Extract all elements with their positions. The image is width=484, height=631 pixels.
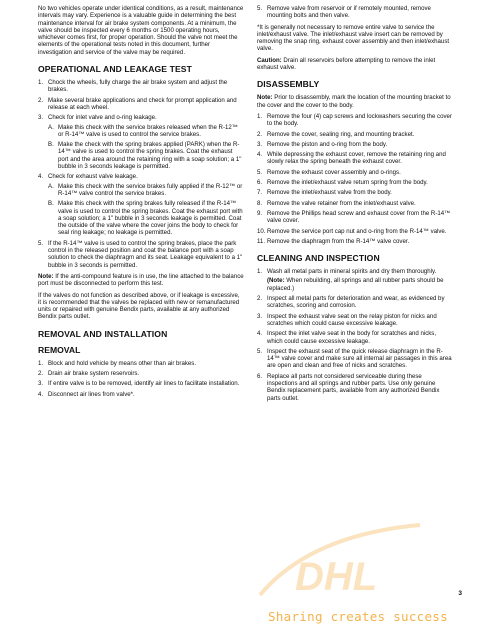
list-item: 3. Remove the piston and o-ring from the body.	[257, 140, 388, 148]
list-item: 5. Remove the exhaust cover assembly and o-rings.	[257, 168, 401, 176]
list-item: 8. Remove the valve retainer from the inlet/exhaust valve.	[257, 199, 416, 207]
list-item: 5. Remove valve from reservoir or if remotely mounted, remove mounting bolts and then valve.	[257, 5, 431, 20]
list-item: 4. Check for exhaust valve leakage. A. Make this check with the service brakes fully applied if the R-12™ or R-14™ valve control the service brakes. B. Make this check with the spring brakes fully released if the R-14™ valve is used to control the spring brakes. Coat the exhaust port with a soap solution; a 1" bubble in 3 seconds leakage is permitted. Coat the outside of the valve where the cover joins the body to check for seal ring leakage; no leakage is permitted.	[38, 173, 243, 237]
disassembly-heading: DISASSEMBLY	[257, 79, 320, 90]
list-item: 3. If entire valve is to be removed, identify air lines to facilitate installation.	[38, 380, 240, 388]
list-item: 1. Block and hold vehicle by means other than air brakes.	[38, 359, 197, 367]
list-item: 2. Inspect all metal parts for deterioration and wear, as evidenced by scratches, scoring and corrosion.	[257, 295, 445, 310]
watermark-logo-icon	[240, 515, 440, 605]
list-item: 1. Wash all metal parts in mineral spirits and dry them thoroughly. (Note: When rebuilding, all springs and all rubber parts should be replaced.)	[257, 268, 453, 292]
list-item: 4. Inspect the inlet valve seat in the body for scratches and nicks, which could cause excessive leakage.	[257, 330, 437, 345]
removal-list	[38, 360, 244, 398]
list-item: 5. If the R-14™ valve is used to control the spring brakes, place the park control in the released position and coat the balance port with a soap solution to check the diaphragm and its seat. Leakage equivalent to a 1" bubble in 3 seconds is permitted.	[38, 239, 243, 269]
note-paragraph: Note: If the anti-compound feature is in use, the line attached to the balance port must be disconnected to perform this test.	[38, 272, 244, 288]
cleaning-note: (Note: When rebuilding, all springs and all rubber parts should be replaced.)	[267, 277, 444, 292]
footnote-paragraph: *It is generally not necessary to remove entire valve to service the inlet/exhaust valve. The inlet/exhaust valve insert can be removed by removing the snap ring, exhaust cover assembly and then inlet/exhaust valve.	[257, 23, 450, 53]
cleaning-inspection-heading: CLEANING AND INSPECTION	[257, 253, 380, 264]
list-item: 6. Remove the inlet/exhaust valve return spring from the body.	[257, 179, 428, 187]
sub-list-item: B. Make this check with the spring brakes fully released if the R-14™ valve is used to control the spring brakes. Coat the exhaust port with a soap solution; a 1" bubble in 3 seconds leakage is permitted. Coat the outside of the valve where the cover joins the body to check for seal ring leakage; no leakage is permitted.	[48, 200, 243, 237]
operational-test-list	[38, 79, 244, 269]
cleaning-list	[257, 268, 453, 402]
list-item: 3. Check for inlet valve and o-ring leakage. A. Make this check with the service brakes released when the R-12™ or R-14™ valve is used to control the service brakes. B. Make the check with the spring brakes applied (PARK) when the R-14™ valve is used to control the spring brakes. Coat the exhaust port and the area around the retaining ring with a soap solution; a 1" bubble in 3 seconds leakage is permitted.	[38, 114, 244, 170]
list-item: 2. Make several brake applications and check for prompt application and release at each wheel.	[38, 96, 237, 111]
removal-heading: REMOVAL	[38, 344, 81, 355]
list-item: 1. Chock the wheels, fully charge the air brake system and adjust the brakes.	[38, 79, 228, 94]
operational-test-heading: OPERATIONAL AND LEAKAGE TEST	[38, 64, 192, 75]
page-number: 3	[458, 590, 462, 597]
list-item: 10. Remove the service port cap nut and o-ring from the R-14™ valve.	[257, 227, 447, 235]
sub-list-item: A. Make this check with the service brakes released when the R-12™ or R-14™ valve is used to control the service brakes.	[48, 123, 238, 138]
list-item: 11. Remove the diaphragm from the R-14™ valve cover.	[257, 237, 410, 245]
sub-list-item: B. Make the check with the spring brakes applied (PARK) when the R-14™ valve is used to control the spring brakes. Coat the exhaust port and the area around the retaining ring with a soap solution; a 1" bubble in 3 seconds leakage is permitted.	[48, 141, 242, 171]
replacement-paragraph: If the valves do not function as described above, or if leakage is excessive, it is recommended that the valves be replaced with new or remanufactured units or repaired with genuine Bendix parts, available at any authorized Bendix parts outlet.	[38, 291, 240, 321]
caution-paragraph: Caution: Drain all reservoirs before attempting to remove the inlet exhaust valve.	[257, 56, 436, 72]
svg-text:DHL: DHL	[295, 555, 378, 599]
list-item: 4. While depressing the exhaust cover, remove the retaining ring and slowly relax the spring beneath the exhaust cover.	[257, 151, 446, 166]
disassembly-note: Note: Prior to disassembly, mark the location of the mounting bracket to the cover and the cover to the body.	[257, 94, 451, 109]
list-item: 4. Disconnect air lines from valve*.	[38, 390, 135, 398]
left-column	[38, 5, 244, 402]
watermark-tagline: Sharing creates success	[268, 609, 448, 624]
sub-list	[48, 183, 244, 237]
list-item: 6. Replace all parts not considered serviceable during these inspections and all springs and rubber parts. Use only genuine Bendix replacement parts, available from any authorized Bendix parts outlet.	[257, 372, 440, 402]
list-item: 7. Remove the inlet/exhaust valve from the body.	[257, 189, 392, 197]
sub-list	[48, 124, 244, 171]
sub-list-item: A. Make this check with the service brakes fully applied if the R-12™ or R-14™ valve control the service brakes.	[48, 182, 243, 197]
intro-paragraph: No two vehicles operate under identical conditions, as a result, maintenance intervals may vary. Experience is a valuable guide in determining the best maintenance interval for air brake system components. At a minimum, the valve should be inspected every 6 months or 1500 operating hours, whichever comes first, for proper operation. Should the valve not meet the elements of the operational tests noted in this document, further investigation and service of the valve may be required.	[38, 5, 244, 56]
list-item: 2. Remove the cover, sealing ring, and mounting bracket.	[257, 130, 415, 138]
list-item: 2. Drain air brake system reservoirs.	[38, 369, 140, 377]
list-item: 3. Inspect the exhaust valve seat on the relay piston for nicks and scratches which could cause excessive leakage.	[257, 312, 437, 327]
removal-list-continued	[257, 5, 453, 20]
list-item: 9. Remove the Phillips head screw and exhaust cover from the R-14™ valve cover.	[257, 209, 451, 225]
right-column	[257, 5, 453, 406]
list-item: 5. Inspect the exhaust seat of the quick release diaphragm in the R-14™ valve cover and make sure all internal air passages in this area are open and clean and free of nicks and scratches.	[257, 347, 452, 370]
disassembly-list	[257, 113, 453, 245]
removal-installation-heading: REMOVAL AND INSTALLATION	[38, 328, 168, 339]
list-item: 1. Remove the four (4) cap screws and lockwashers securing the cover to the body.	[257, 112, 452, 128]
